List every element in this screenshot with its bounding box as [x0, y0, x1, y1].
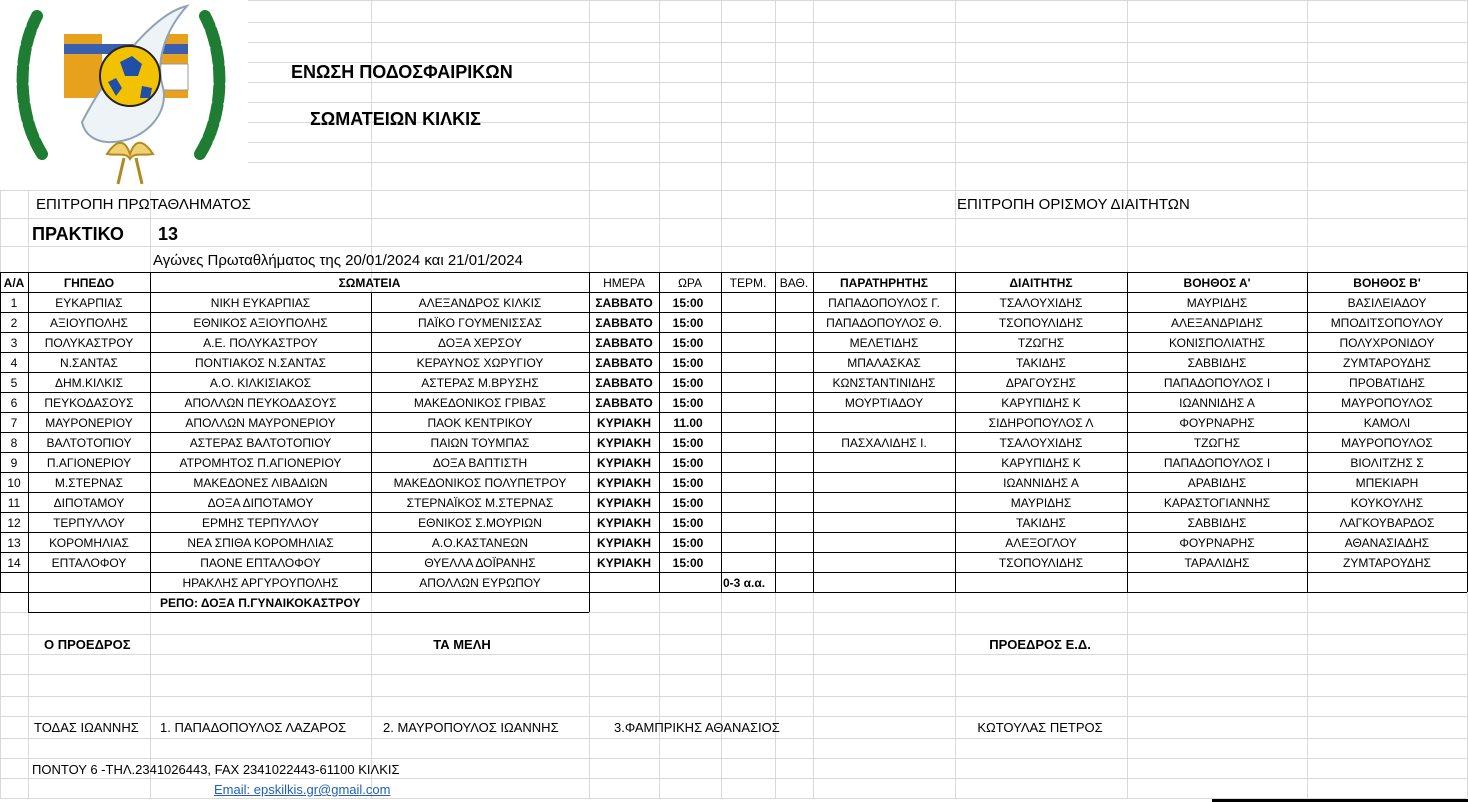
header-stadium: ΓΗΠΕΔΟ	[63, 276, 115, 290]
footer-address: ΠΟΝΤΟΥ 6 -ΤΗΛ.2341026443, FAX 2341022443-61100 ΚΙΛΚΙΣ	[32, 762, 400, 777]
assistant-a: ΑΛΕΞΑΝΔΡΙΔΗΣ	[1171, 316, 1263, 330]
home-team: Α.Ο. ΚΙΛΚΙΣΙΑΚΟΣ	[209, 376, 312, 390]
assistant-b: ΜΠΕΚΙΑΡΗ	[1355, 476, 1419, 490]
assistant-a: ΦΟΥΡΝΑΡΗΣ	[1179, 416, 1255, 430]
referee: ΣΙΔΗΡΟΠΟΥΛΟΣ Λ	[988, 416, 1094, 430]
home-team: ΜΑΚΕΔΟΝΕΣ ΛΙΒΑΔΙΩΝ	[193, 476, 328, 490]
assistant-b: ΖΥΜΤΑΡΟΥΔΗΣ	[1343, 556, 1431, 570]
match-day: ΣΑΒΒΑΤΟ	[595, 336, 653, 350]
away-team: ΜΑΚΕΔΟΝΙΚΟΣ ΓΡΙΒΑΣ	[413, 396, 547, 410]
referee: ΚΑΡΥΠΙΔΗΣ Κ	[1001, 396, 1081, 410]
repo-team: ΡΕΠΟ: ΔΟΞΑ Π.ΓΥΝΑΙΚΟΚΑΣΤΡΟΥ	[160, 596, 361, 610]
away-team: ΔΟΞΑ ΒΑΠΤΙΣΤΗ	[432, 456, 528, 470]
home-team: ΝΕΑ ΣΠΙΘΑ ΚΟΡΟΜΗΛΙΑΣ	[187, 536, 334, 550]
president-name: ΤΟΔΑΣ ΙΩΑΝΝΗΣ	[34, 720, 139, 735]
org-title-line1: ΕΝΩΣΗ ΠΟΔΟΣΦΑΙΡΙΚΩΝ	[291, 62, 513, 82]
assistant-a: ΦΟΥΡΝΑΡΗΣ	[1179, 536, 1255, 550]
away-team: ΘΥΕΛΛΑ ΔΟΪΡΑΝΗΣ	[424, 556, 536, 570]
away-team: ΔΟΞΑ ΧΕΡΣΟΥ	[438, 336, 522, 350]
referee: ΤΣΑΛΟΥΧΙΔΗΣ	[999, 436, 1083, 450]
stadium: ΠΕΥΚΟΔΑΣΟΥΣ	[44, 396, 134, 410]
row-number: 6	[10, 396, 18, 410]
row-number: 5	[10, 376, 18, 390]
away-team: ΜΑΚΕΔΟΝΙΚΟΣ ΠΟΛΥΠΕΤΡΟΥ	[393, 476, 567, 490]
match-time: 15:00	[672, 396, 704, 410]
member-2-name: 2. ΜΑΥΡΟΠΟΥΛΟΣ ΙΩΑΝΝΗΣ	[383, 720, 559, 735]
stadium: ΕΥΚΑΡΠΙΑΣ	[55, 296, 123, 310]
referee: ΙΩΑΝΝΙΔΗΣ Α	[1003, 476, 1079, 490]
row-number: 9	[10, 456, 18, 470]
header-time: ΩΡΑ	[677, 276, 703, 290]
home-team: ΕΡΜΗΣ ΤΕΡΠΥΛΛΟΥ	[201, 516, 320, 530]
assistant-a: ΣΑΒΒΙΔΗΣ	[1187, 516, 1247, 530]
assistant-b: ΚΑΜΟΛΙ	[1363, 416, 1411, 430]
org-title-line2: ΣΩΜΑΤΕΙΩΝ ΚΙΛΚΙΣ	[310, 109, 481, 129]
assistant-a: ΚΑΡΑΣΤΟΓΙΑΝΝΗΣ	[1163, 496, 1271, 510]
header-assistant-a: ΒΟΗΘΟΣ Α'	[1183, 276, 1251, 290]
referee: ΚΑΡΥΠΙΔΗΣ Κ	[1001, 456, 1081, 470]
match-day: ΚΥΡΙΑΚΗ	[596, 536, 652, 550]
referee-committee-label: ΕΠΙΤΡΟΠΗ ΟΡΙΣΜΟΥ ΔΙΑΙΤΗΤΩΝ	[957, 196, 1190, 213]
member-1-name: 1. ΠΑΠΑΔΟΠΟΥΛΟΣ ΛΑΖΑΡΟΣ	[160, 720, 347, 735]
header-term: ΤΕΡΜ.	[729, 276, 767, 290]
assistant-b: ΖΥΜΤΑΡΟΥΔΗΣ	[1343, 356, 1431, 370]
home-team: ΑΠΟΛΛΩΝ ΠΕΥΚΟΔΑΣΟΥΣ	[184, 396, 337, 410]
row-number: 3	[10, 336, 18, 350]
match-day: ΚΥΡΙΑΚΗ	[596, 556, 652, 570]
header-assistant-b: ΒΟΗΘΟΣ Β'	[1353, 276, 1421, 290]
assistant-a: ΚΟΝΙΣΠΟΛΙΑΤΗΣ	[1168, 336, 1266, 350]
president-label: Ο ΠΡΟΕΔΡΟΣ	[44, 637, 131, 652]
match-day: ΚΥΡΙΑΚΗ	[596, 476, 652, 490]
away-team: ΠΑΪΚΟ ΓΟΥΜΕΝΙΣΣΑΣ	[417, 316, 543, 330]
match-day: ΣΑΒΒΑΤΟ	[595, 316, 653, 330]
header-grade: ΒΑΘ.	[779, 276, 809, 290]
assistant-a: ΙΩΑΝΝΙΔΗΣ Α	[1179, 396, 1255, 410]
match-time: 15:00	[672, 356, 704, 370]
dove-football-laurel-logo	[12, 4, 230, 190]
header-day: ΗΜΕΡΑ	[603, 276, 645, 290]
row-number: 7	[10, 416, 18, 430]
match-day: ΚΥΡΙΑΚΗ	[596, 436, 652, 450]
minutes-label: ΠΡΑΚΤΙΚΟ	[32, 224, 124, 244]
home-team: ΕΘΝΙΚΟΣ ΑΞΙΟΥΠΟΛΗΣ	[193, 316, 328, 330]
email-link[interactable]: Email: epskilkis.gr@gmail.com	[214, 782, 391, 797]
row-number: 11	[7, 496, 21, 510]
match-day: ΚΥΡΙΑΚΗ	[596, 456, 652, 470]
match-day: ΣΑΒΒΑΤΟ	[595, 356, 653, 370]
referee: ΤΣΑΛΟΥΧΙΔΗΣ	[999, 296, 1083, 310]
away-team: ΑΣΤΕΡΑΣ Μ.ΒΡΥΣΗΣ	[421, 376, 539, 390]
stadium: ΔΗΜ.ΚΙΛΚΙΣ	[54, 376, 124, 390]
match-time: 15:00	[672, 376, 704, 390]
stadium: ΑΞΙΟΥΠΟΛΗΣ	[50, 316, 128, 330]
match-time: 15:00	[672, 536, 704, 550]
away-team: ΣΤΕΡΝΑΪΚΟΣ Μ.ΣΤΕΡΝΑΣ	[406, 496, 554, 510]
assistant-a: ΤΑΡΑΛΙΔΗΣ	[1184, 556, 1250, 570]
home-team: ΝΙΚΗ ΕΥΚΑΡΠΙΑΣ	[210, 296, 311, 310]
observer: ΠΑΠΑΔΟΠΟΥΛΟΣ Θ.	[826, 316, 942, 330]
match-day: ΚΥΡΙΑΚΗ	[596, 516, 652, 530]
assistant-a: ΤΖΩΓΗΣ	[1193, 436, 1241, 450]
observer: ΠΑΠΑΔΟΠΟΥΛΟΣ Γ.	[828, 296, 940, 310]
assistant-a: ΜΑΥΡΙΔΗΣ	[1186, 296, 1248, 310]
stadium: ΠΟΛΥΚΑΣΤΡΟΥ	[44, 336, 134, 350]
home-team: ΔΟΞΑ ΔΙΠΟΤΑΜΟΥ	[207, 496, 314, 510]
observer: ΜΠΑΛΑΣΚΑΣ	[847, 356, 921, 370]
members-label: ΤΑ ΜΕΛΗ	[433, 637, 491, 652]
home-team: ΑΤΡΟΜΗΤΟΣ Π.ΑΓΙΟΝΕΡΙΟΥ	[179, 456, 342, 470]
referee: ΜΑΥΡΙΔΗΣ	[1010, 496, 1072, 510]
assistant-b: ΑΘΑΝΑΣΙΑΔΗΣ	[1344, 536, 1430, 550]
match-time: 15:00	[672, 436, 704, 450]
home-team: ΑΣΤΕΡΑΣ ΒΑΛΤΟΤΟΠΙΟΥ	[189, 436, 332, 450]
assistant-b: ΚΟΥΚΟΥΛΗΣ	[1350, 496, 1424, 510]
observer: ΜΟΥΡΤΙΑΔΟΥ	[844, 396, 924, 410]
away-team: ΑΛΕΞΑΝΔΡΟΣ ΚΙΛΚΙΣ	[418, 296, 542, 310]
away-team: ΠΑΟΚ ΚΕΝΤΡΙΚΟΥ	[427, 416, 533, 430]
stadium: ΕΠΤΑΛΟΦΟΥ	[51, 556, 127, 570]
minutes-number: 13	[158, 224, 179, 244]
row-number: 12	[7, 516, 21, 530]
assistant-b: ΒΙΟΛΙΤΖΗΣ Σ	[1350, 456, 1424, 470]
assistant-b: ΜΑΥΡΟΠΟΥΛΟΣ	[1341, 396, 1433, 410]
assistant-a: ΣΑΒΒΙΔΗΣ	[1187, 356, 1247, 370]
stadium: Π.ΑΓΙΟΝΕΡΙΟΥ	[46, 456, 132, 470]
match-day: ΚΥΡΙΑΚΗ	[596, 496, 652, 510]
assistant-a: ΠΑΠΑΔΟΠΟΥΛΟΣ Ι	[1163, 456, 1271, 470]
result-term: 0-3 α.α.	[723, 576, 766, 590]
row-number: 1	[10, 296, 18, 310]
row-number: 8	[10, 436, 18, 450]
minutes-subtitle: Αγώνες Πρωταθλήματος της 20/01/2024 και 21/01/2024	[153, 252, 523, 269]
home-team: ΠΑΟΝΕ ΕΠΤΑΛΟΦΟΥ	[200, 556, 321, 570]
assistant-b: ΜΠΟΔΙΤΣΟΠΟΥΛΟΥ	[1330, 316, 1444, 330]
assistant-a: ΑΡΑΒΙΔΗΣ	[1187, 476, 1247, 490]
row-number: 4	[10, 356, 18, 370]
match-day: ΣΑΒΒΑΤΟ	[595, 296, 653, 310]
stadium: ΤΕΡΠΥΛΛΟΥ	[53, 516, 125, 530]
header-observer: ΠΑΡΑΤΗΡΗΤΗΣ	[840, 276, 928, 290]
match-time: 15:00	[672, 516, 704, 530]
home-team: ΑΠΟΛΛΩΝ ΜΑΥΡΟΝΕΡΙΟΥ	[185, 416, 336, 430]
away-team: ΑΠΟΛΛΩΝ ΕΥΡΩΠΟΥ	[419, 576, 541, 590]
member-3-name: 3.ΦΑΜΠΡΙΚΗΣ ΑΘΑΝΑΣΙΟΣ	[614, 720, 780, 735]
observer: ΠΑΣΧΑΛΙΔΗΣ Ι.	[841, 436, 927, 450]
ref-president-name: ΚΩΤΟΥΛΑΣ ΠΕΤΡΟΣ	[977, 720, 1103, 735]
assistant-b: ΜΑΥΡΟΠΟΥΛΟΣ	[1341, 436, 1433, 450]
home-team: ΗΡΑΚΛΗΣ ΑΡΓΥΡΟΥΠΟΛΗΣ	[182, 576, 339, 590]
home-team: ΠΟΝΤΙΑΚΟΣ Ν.ΣΑΝΤΑΣ	[194, 356, 327, 370]
referee: ΑΛΕΞΟΓΛΟΥ	[1005, 536, 1077, 550]
row-number: 14	[7, 556, 21, 570]
stadium: ΒΑΛΤΟΤΟΠΙΟΥ	[46, 436, 132, 450]
home-team: Α.Ε. ΠΟΛΥΚΑΣΤΡΟΥ	[203, 336, 318, 350]
referee: ΤΣΟΠΟΥΛΙΔΗΣ	[998, 556, 1084, 570]
stadium: Μ.ΣΤΕΡΝΑΣ	[54, 476, 124, 490]
ref-president-label: ΠΡΟΕΔΡΟΣ Ε.Δ.	[989, 637, 1091, 652]
assistant-b: ΠΡΟΒΑΤΙΔΗΣ	[1349, 376, 1425, 390]
championship-committee-label: ΕΠΙΤΡΟΠΗ ΠΡΩΤΑΘΛΗΜΑΤΟΣ	[36, 196, 251, 213]
match-day: ΣΑΒΒΑΤΟ	[595, 396, 653, 410]
row-number: 2	[10, 316, 18, 330]
referee: ΤΑΚΙΔΗΣ	[1016, 356, 1066, 370]
match-time: 15:00	[672, 456, 704, 470]
referee: ΤΣΟΠΟΥΛΙΔΗΣ	[998, 316, 1084, 330]
match-time: 15:00	[672, 316, 704, 330]
referee: ΔΡΑΓΟΥΣΗΣ	[1005, 376, 1077, 390]
assistant-b: ΠΟΛΥΧΡΟΝΙΔΟΥ	[1339, 336, 1435, 350]
match-day: ΚΥΡΙΑΚΗ	[596, 416, 652, 430]
header-referee: ΔΙΑΙΤΗΤΗΣ	[1009, 276, 1073, 290]
assistant-a: ΠΑΠΑΔΟΠΟΥΛΟΣ Ι	[1163, 376, 1271, 390]
assistant-b: ΛΑΓΚΟΥΒΑΡΔΟΣ	[1339, 516, 1435, 530]
away-team: ΚΕΡΑΥΝΟΣ ΧΩΡΥΓΙΟΥ	[416, 356, 544, 370]
match-time: 11.00	[673, 416, 703, 430]
match-day: ΣΑΒΒΑΤΟ	[595, 376, 653, 390]
match-time: 15:00	[672, 296, 704, 310]
stadium: ΚΟΡΟΜΗΛΙΑΣ	[49, 536, 129, 550]
header-clubs: ΣΩΜΑΤΕΙΑ	[338, 276, 401, 290]
stadium: ΔΙΠΟΤΑΜΟΥ	[53, 496, 125, 510]
observer: ΜΕΛΕΤΙΔΗΣ	[849, 336, 919, 350]
match-time: 15:00	[672, 336, 704, 350]
header-aa: Α/Α	[3, 276, 25, 290]
observer: ΚΩΝΣΤΑΝΤΙΝΙΔΗΣ	[832, 376, 936, 390]
referee: ΤΖΩΓΗΣ	[1017, 336, 1065, 350]
away-team: Α.Ο.ΚΑΣΤΑΝΕΩΝ	[431, 536, 529, 550]
stadium: ΜΑΥΡΟΝΕΡΙΟΥ	[45, 416, 133, 430]
row-number: 13	[7, 536, 21, 550]
away-team: ΠΑΙΩΝ ΤΟΥΜΠΑΣ	[430, 436, 530, 450]
away-team: ΕΘΝΙΚΟΣ Σ.ΜΟΥΡΙΩΝ	[418, 516, 542, 530]
match-time: 15:00	[672, 476, 704, 490]
match-time: 15:00	[672, 496, 704, 510]
row-number: 10	[7, 476, 21, 490]
stadium: Ν.ΣΑΝΤΑΣ	[60, 356, 118, 370]
match-time: 15:00	[672, 556, 704, 570]
assistant-b: ΒΑΣΙΛΕΙΑΔΟΥ	[1347, 296, 1427, 310]
referee: ΤΑΚΙΔΗΣ	[1016, 516, 1066, 530]
